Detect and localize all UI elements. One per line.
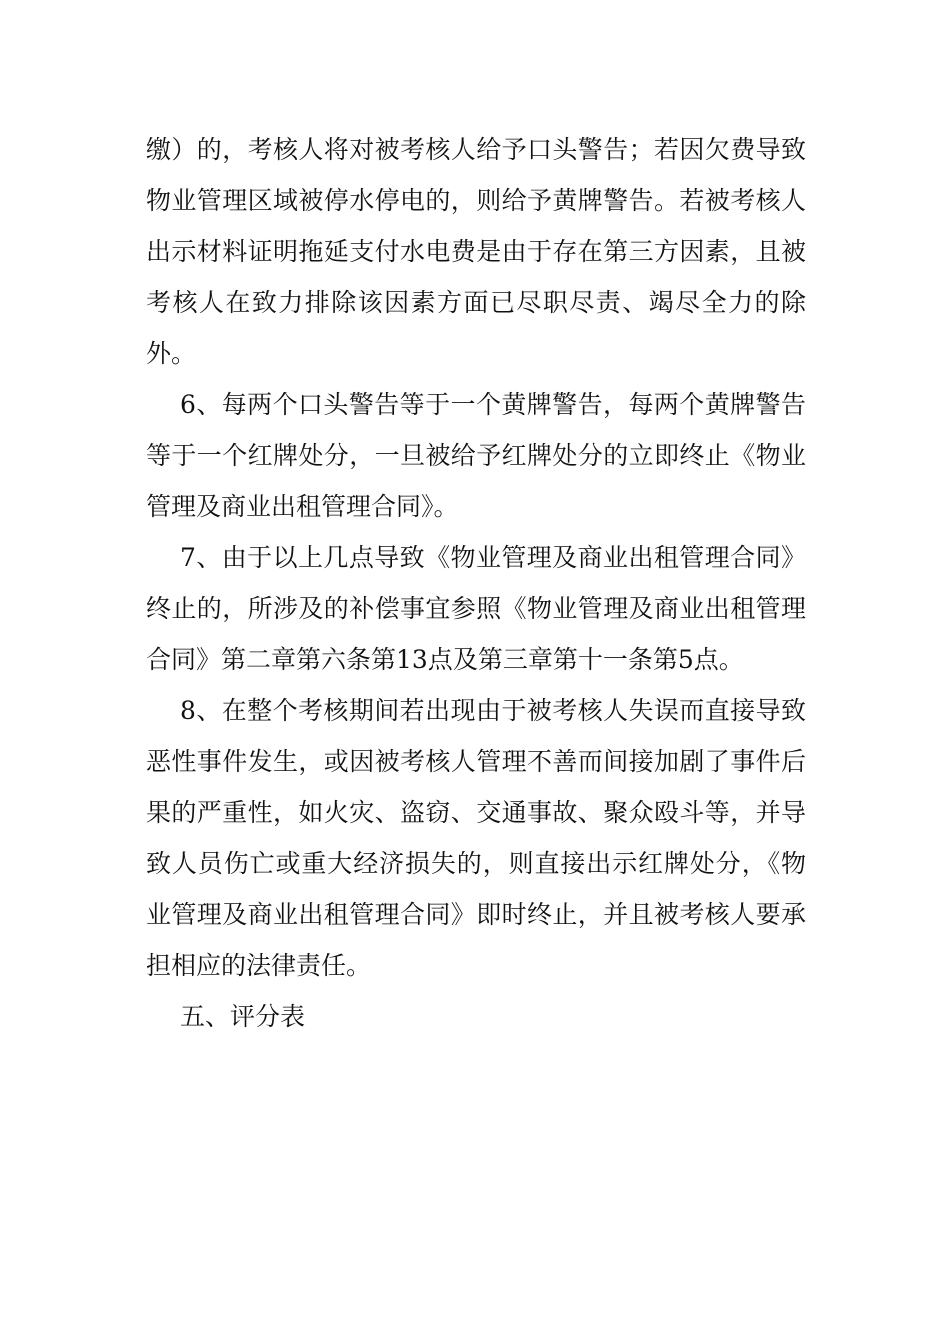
paragraph-item-8: 8、在整个考核期间若出现由于被考核人失误而直接导致恶性事件发生，或因被考核人管理不善而间接加剧了事件后果的严重性，如火灾、盗窃、交通事故、聚众殴斗等，并导致人员伤亡或重大经济损失的，则直接出示红牌处分，《物业管理及商业出租管理合同》即时终止，并且被考核人要承担相应的法律责任。 xyxy=(146,696,806,980)
paragraph-item-7: 7、由于以上几点导致《物业管理及商业出租管理合同》终止的，所涉及的补偿事宜参照《物业管理及商业出租管理合同》第二章第六条第13点及第三章第十一条第5点。 xyxy=(146,543,806,674)
section-heading: 五、评分表 xyxy=(180,1002,306,1031)
document-body xyxy=(146,124,806,1042)
paragraph-item-6: 6、每两个口头警告等于一个黄牌警告，每两个黄牌警告等于一个红牌处分，一旦被给予红牌处分的立即终止《物业管理及商业出租管理合同》。 xyxy=(146,390,806,521)
paragraph-continued: 缴）的，考核人将对被考核人给予口头警告；若因欠费导致物业管理区域被停水停电的，则给予黄牌警告。若被考核人出示材料证明拖延支付水电费是由于存在第三方因素，且被考核人在致力排除该因素方面已尽职尽责、竭尽全力的除外。 xyxy=(146,135,806,368)
